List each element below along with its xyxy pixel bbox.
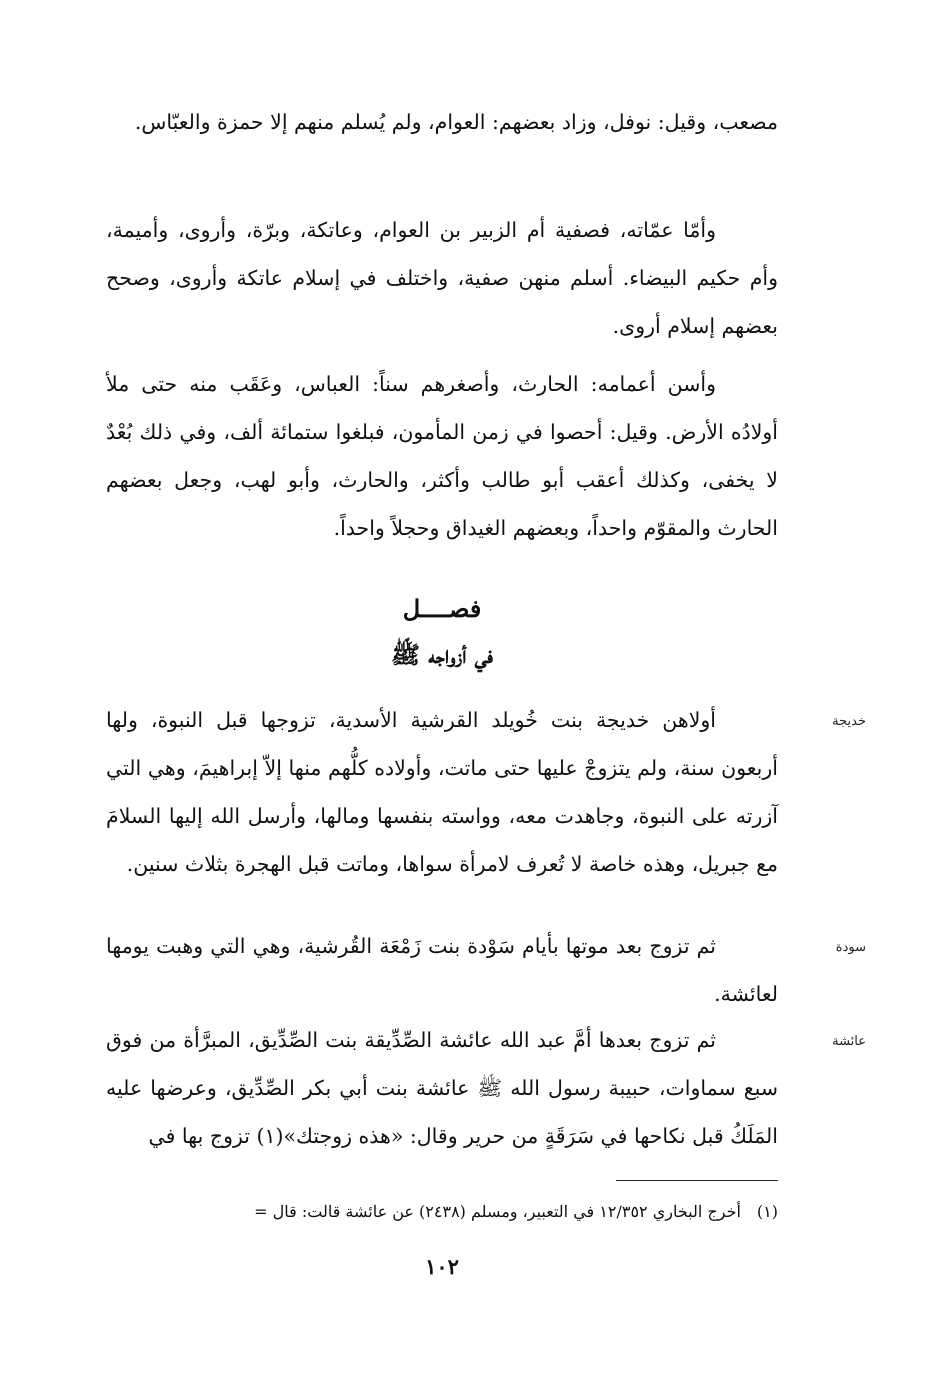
section-subtitle: في أزواجه ﷺ bbox=[391, 640, 493, 669]
paragraph-aisha: ثم تزوج بعدها أمَّ عبد الله عائشة الصِّدِّيقة بنت الصِّدِّيق، المبرَّأة من فوق سبع سماوات، حبيبة رسول الله ﷺ عائشة بنت أبي بكر الصِّدِّيق، وعرضها عليه المَلَكُ قبل نكاحها في سَرَقَةٍ من حرير وقال: «هذه زوجتك»(١) تزوج بها في bbox=[106, 1028, 778, 1148]
paragraph-aunts: وأمّا عمّاته، فصفية أم الزبير بن العوام، وعاتكة، وبرّة، وأروى، وأميمة، وأم حكيم البيضاء. أسلم منهن صفية، واختلف في إسلام عاتكة وأروى، وصحح بعضهم إسلام أروى. bbox=[106, 218, 778, 338]
paragraph-intro: مصعب، وقيل: نوفل، وزاد بعضهم: العوام، ولم يُسلم منهم إلا حمزة والعبّاس. bbox=[134, 110, 778, 134]
footnote-divider bbox=[616, 1180, 778, 1181]
footnote-text: أخرج البخاري ١٢/٣٥٢ في التعبير، ومسلم (٢٤٣٨) عن عائشة قالت: قال = bbox=[254, 1202, 741, 1221]
paragraph-khadija: أولاهن خديجة بنت خُويلد القرشية الأسدية، تزوجها قبل النبوة، ولها أربعون سنة، ولم يتزوجْ عليها حتى ماتت، وأولاده كلُّهم منها إلاّ إبراهيمَ، وهي التي آزرته على النبوة، وجاهدت معه، وواسته بنفسها ومالها، وأرسل الله إليها السلامَ مع جبريل، وهذه خاصة لا تُعرف لامرأة سواها، وماتت قبل الهجرة بثلاث سنين. bbox=[106, 708, 778, 876]
footnote-marker: (١) bbox=[756, 1202, 778, 1221]
margin-label-khadija: خديجة bbox=[832, 714, 866, 729]
footnote bbox=[106, 1198, 778, 1226]
section-title: فصــــل bbox=[402, 594, 482, 623]
page-number: ١٠٢ bbox=[425, 1254, 459, 1279]
paragraph-uncles: وأسن أعمامه: الحارث، وأصغرهم سناً: العباس، وعَقَب منه حتى ملأ أولادُه الأرض. وقيل: أحصوا في زمن المأمون، فبلغوا ستمائة ألف، وفي ذلك بُعْدٌ لا يخفى، وكذلك أعقب أبو طالب وأكثر، والحارث، وأبو لهب، وجعل بعضهم الحارث والمقوّم واحداً، وبعضهم الغيداق وحجلاً واحداً. bbox=[106, 372, 778, 540]
margin-label-sawda: سودة bbox=[835, 940, 866, 955]
margin-label-aisha: عائشة bbox=[832, 1034, 866, 1049]
paragraph-sawda: ثم تزوج بعد موتها بأيام سَوْدة بنت زَمْعَة القُرشية، وهي التي وهبت يومها لعائشة. bbox=[106, 934, 778, 1006]
